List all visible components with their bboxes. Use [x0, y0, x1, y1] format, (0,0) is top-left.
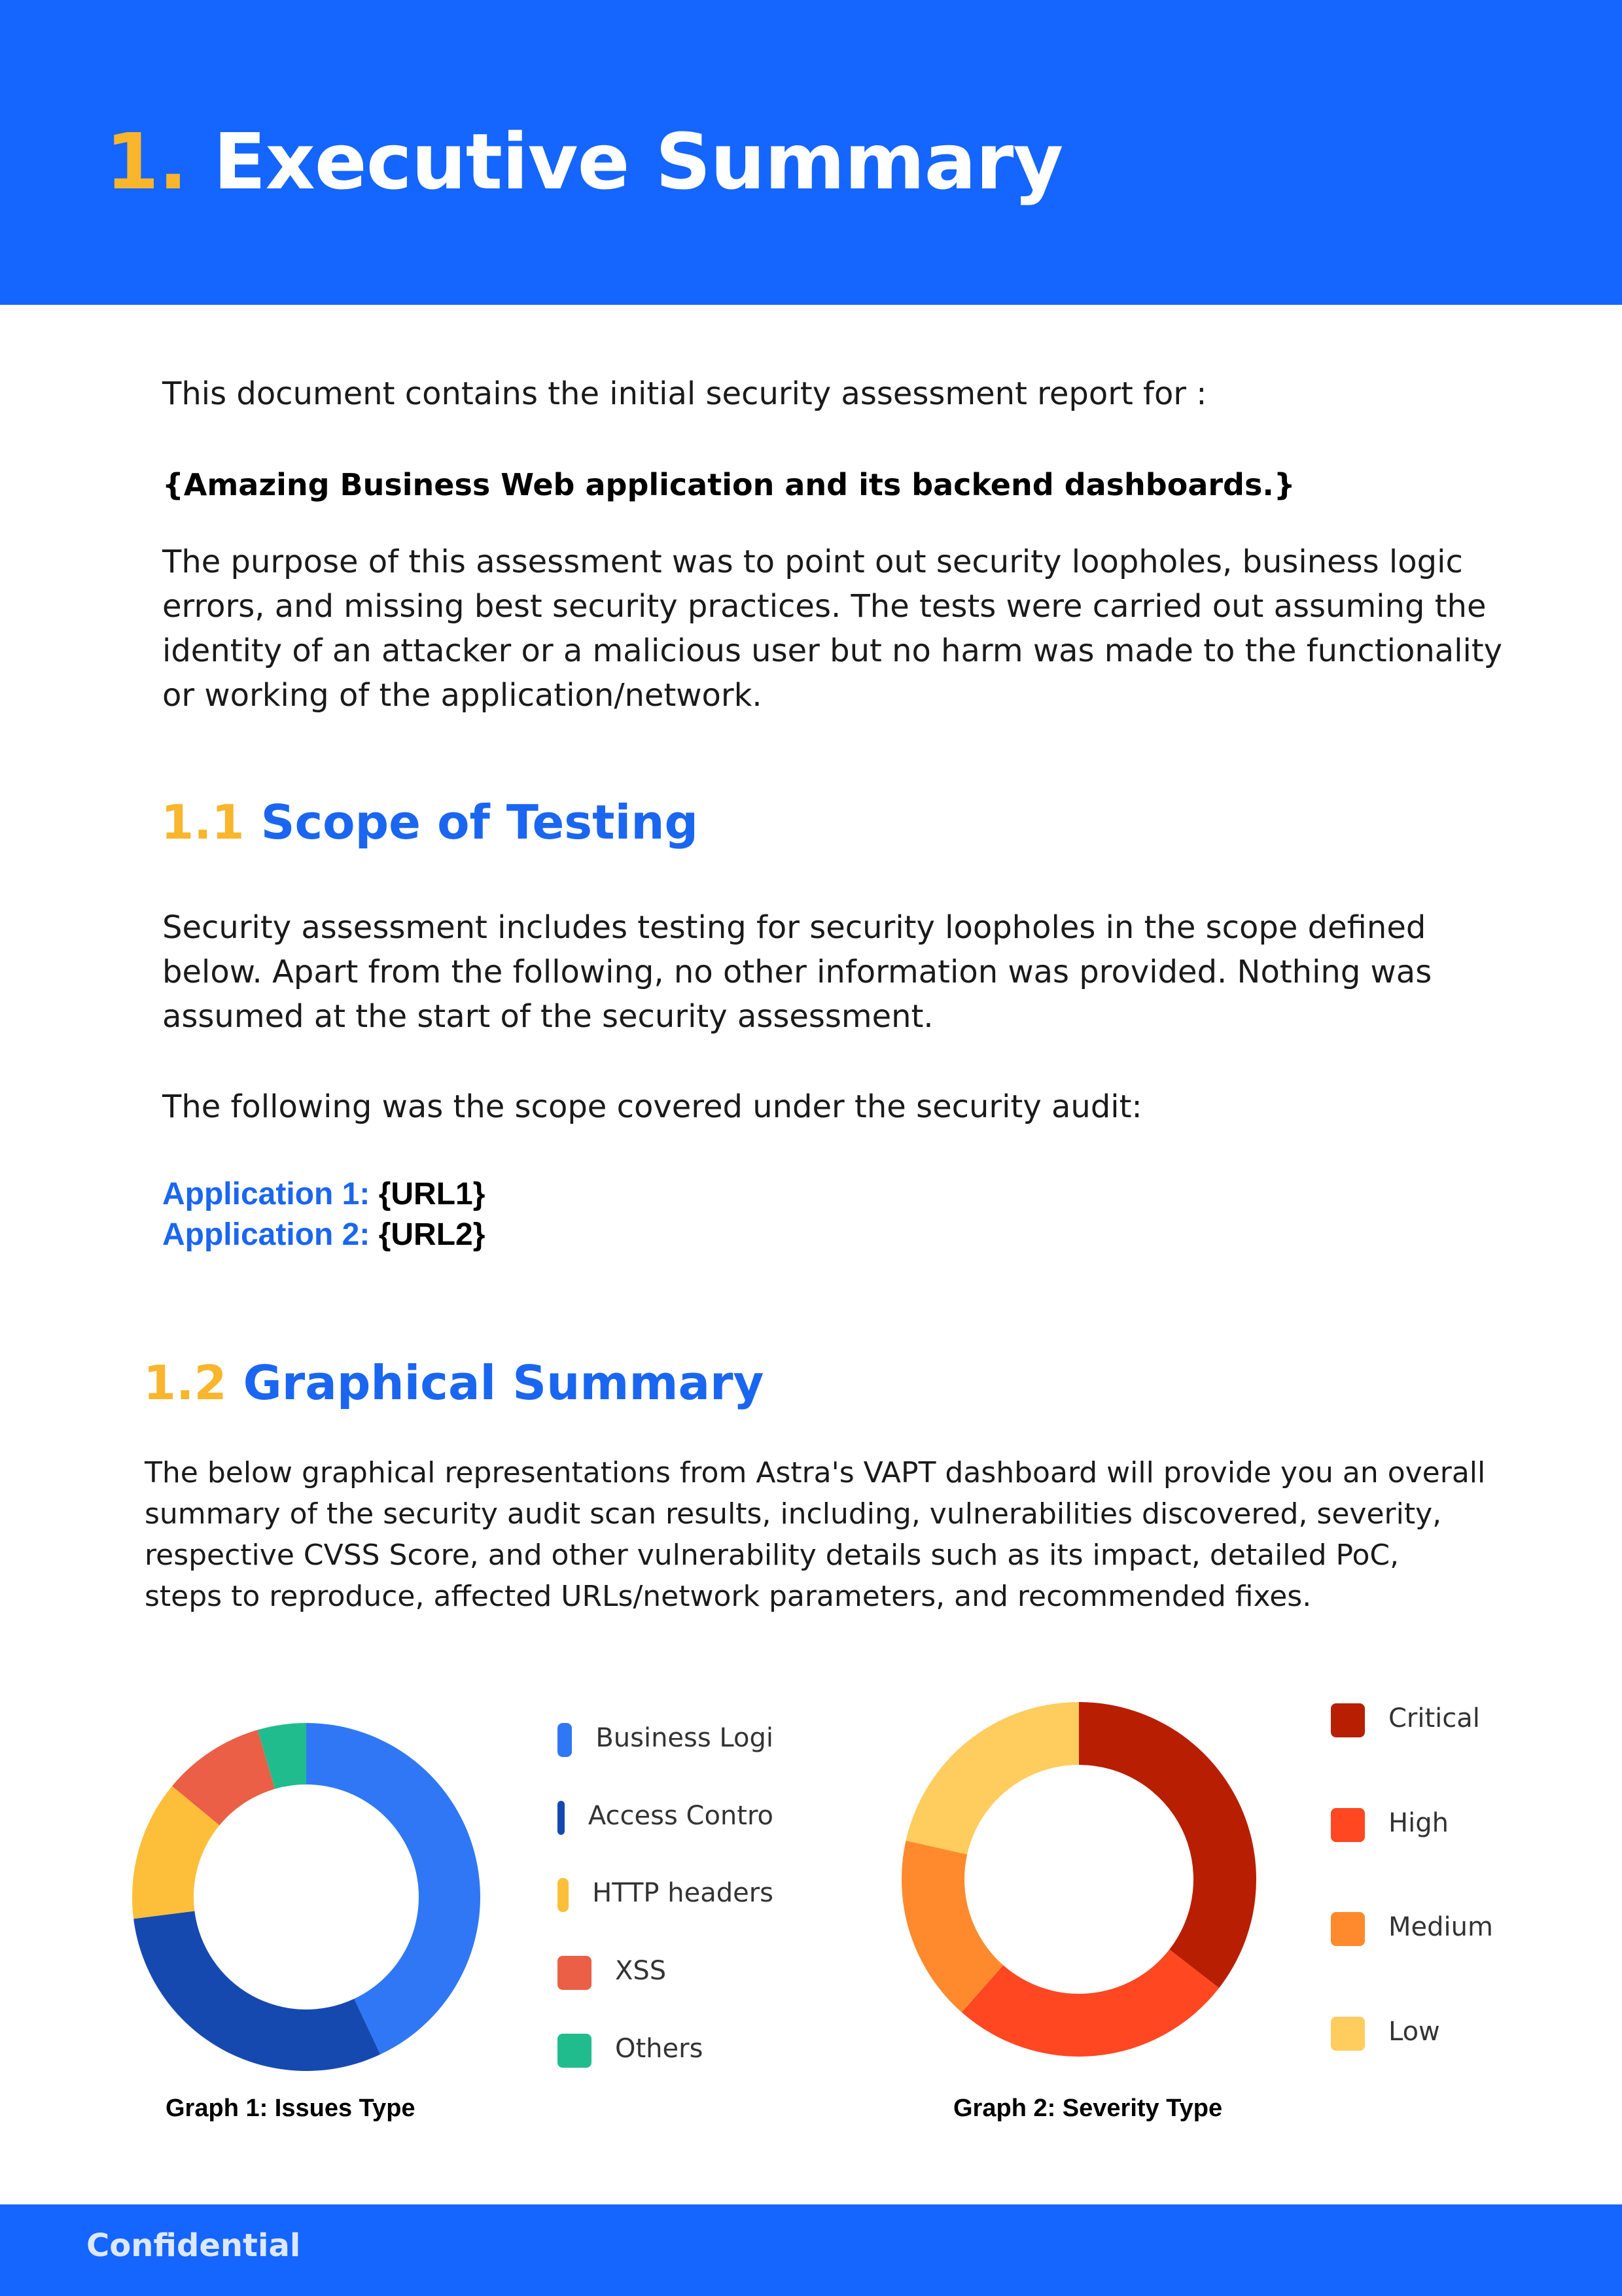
- legend-item: [1331, 1808, 1566, 1913]
- legend-item: [1331, 2017, 1566, 2121]
- text-line: summary of the security audit scan results, including, vulnerabilities discovered, severity,: [145, 1497, 1442, 1531]
- text-line: The purpose of this assessment was to point out security loopholes, business logic: [162, 544, 1463, 580]
- text-line: respective CVSS Score, and other vulnerability details such as its impact, detailed PoC,: [145, 1539, 1400, 1572]
- legend-label: Others: [615, 2033, 703, 2064]
- legend-item: [1331, 1703, 1566, 1808]
- app-url: {URL1}: [378, 1177, 485, 1211]
- graphical-heading: [143, 1355, 764, 1410]
- heading-text: Scope of Testing: [260, 795, 699, 850]
- text-line: identity of an attacker or a malicious user but no harm was made to the functionality: [162, 633, 1503, 669]
- severity-legend: [1331, 1703, 1566, 2121]
- issues-legend: [557, 1723, 773, 2111]
- donut-slice-access-control: [133, 1911, 380, 2071]
- legend-item: [1331, 1912, 1566, 2017]
- legend-swatch: [1331, 1808, 1365, 1842]
- graph1-caption: Graph 1: Issues Type: [166, 2095, 415, 2122]
- legend-swatch: [557, 2034, 591, 2068]
- heading-number: 1.1: [161, 795, 245, 850]
- application-1: [162, 1176, 485, 1212]
- section-number: 1.: [105, 116, 187, 207]
- text-line: assumed at the start of the security assessment.: [162, 998, 934, 1035]
- severity-type-donut: [851, 1635, 1309, 2159]
- legend-label: XSS: [615, 1956, 667, 1987]
- legend-label: Critical: [1388, 1703, 1480, 1733]
- donut-slice-critical: [1079, 1702, 1256, 1988]
- scope-covered-line: The following was the scope covered under the security audit:: [162, 1088, 1142, 1125]
- legend-swatch: [557, 1956, 591, 1990]
- legend-label: Low: [1388, 2016, 1440, 2047]
- footer-confidential: Confidential: [86, 2227, 301, 2264]
- legend-item: [557, 1801, 773, 1879]
- graph2-caption: Graph 2: Severity Type: [953, 2095, 1223, 2122]
- page-title: [105, 116, 1063, 207]
- text-line: below. Apart from the following, no other information was provided. Nothing was: [162, 954, 1432, 990]
- legend-swatch: [1331, 2017, 1365, 2051]
- legend-label: High: [1388, 1807, 1449, 1838]
- intro-line: This document contains the initial security assessment report for :: [162, 375, 1207, 412]
- graphical-paragraph: [145, 1452, 1485, 1617]
- legend-label: Business Logi: [595, 1723, 773, 1753]
- heading-number: 1.2: [143, 1355, 227, 1410]
- section-title: Executive Summary: [213, 116, 1063, 207]
- legend-item: [557, 1956, 773, 2034]
- text-line: errors, and missing best security practices. The tests were carried out assuming the: [162, 588, 1487, 625]
- legend-swatch: [557, 1878, 569, 1912]
- purpose-paragraph: [162, 540, 1502, 718]
- assessment-target: {Amazing Business Web application and its backend dashboards.}: [162, 467, 1296, 502]
- legend-label: Access Contro: [588, 1800, 773, 1831]
- app-url: {URL2}: [378, 1217, 485, 1252]
- donut-slice-low: [906, 1702, 1079, 1854]
- legend-swatch: [557, 1801, 565, 1835]
- app-label: Application 2:: [162, 1217, 370, 1252]
- legend-item: [557, 2034, 773, 2112]
- text-line: or working of the application/network.: [162, 677, 762, 714]
- legend-swatch: [557, 1723, 572, 1757]
- legend-item: [557, 1878, 773, 1956]
- legend-label: HTTP headers: [592, 1878, 773, 1909]
- scope-paragraph: [162, 905, 1432, 1039]
- heading-text: Graphical Summary: [243, 1355, 764, 1410]
- scope-heading: [161, 795, 698, 850]
- legend-label: Medium: [1388, 1912, 1493, 1942]
- donut-slice-business-logic: [306, 1723, 480, 2055]
- application-2: [162, 1217, 485, 1253]
- text-line: The below graphical representations from Astra's VAPT dashboard will provide you an overall: [145, 1456, 1486, 1489]
- legend-swatch: [1331, 1703, 1365, 1737]
- legend-swatch: [1331, 1912, 1365, 1946]
- legend-item: [557, 1723, 773, 1801]
- text-line: Security assessment includes testing for security loopholes in the scope defined: [162, 909, 1426, 946]
- app-label: Application 1:: [162, 1177, 370, 1211]
- text-line: steps to reproduce, affected URLs/network parameters, and recommended fixes.: [145, 1580, 1312, 1613]
